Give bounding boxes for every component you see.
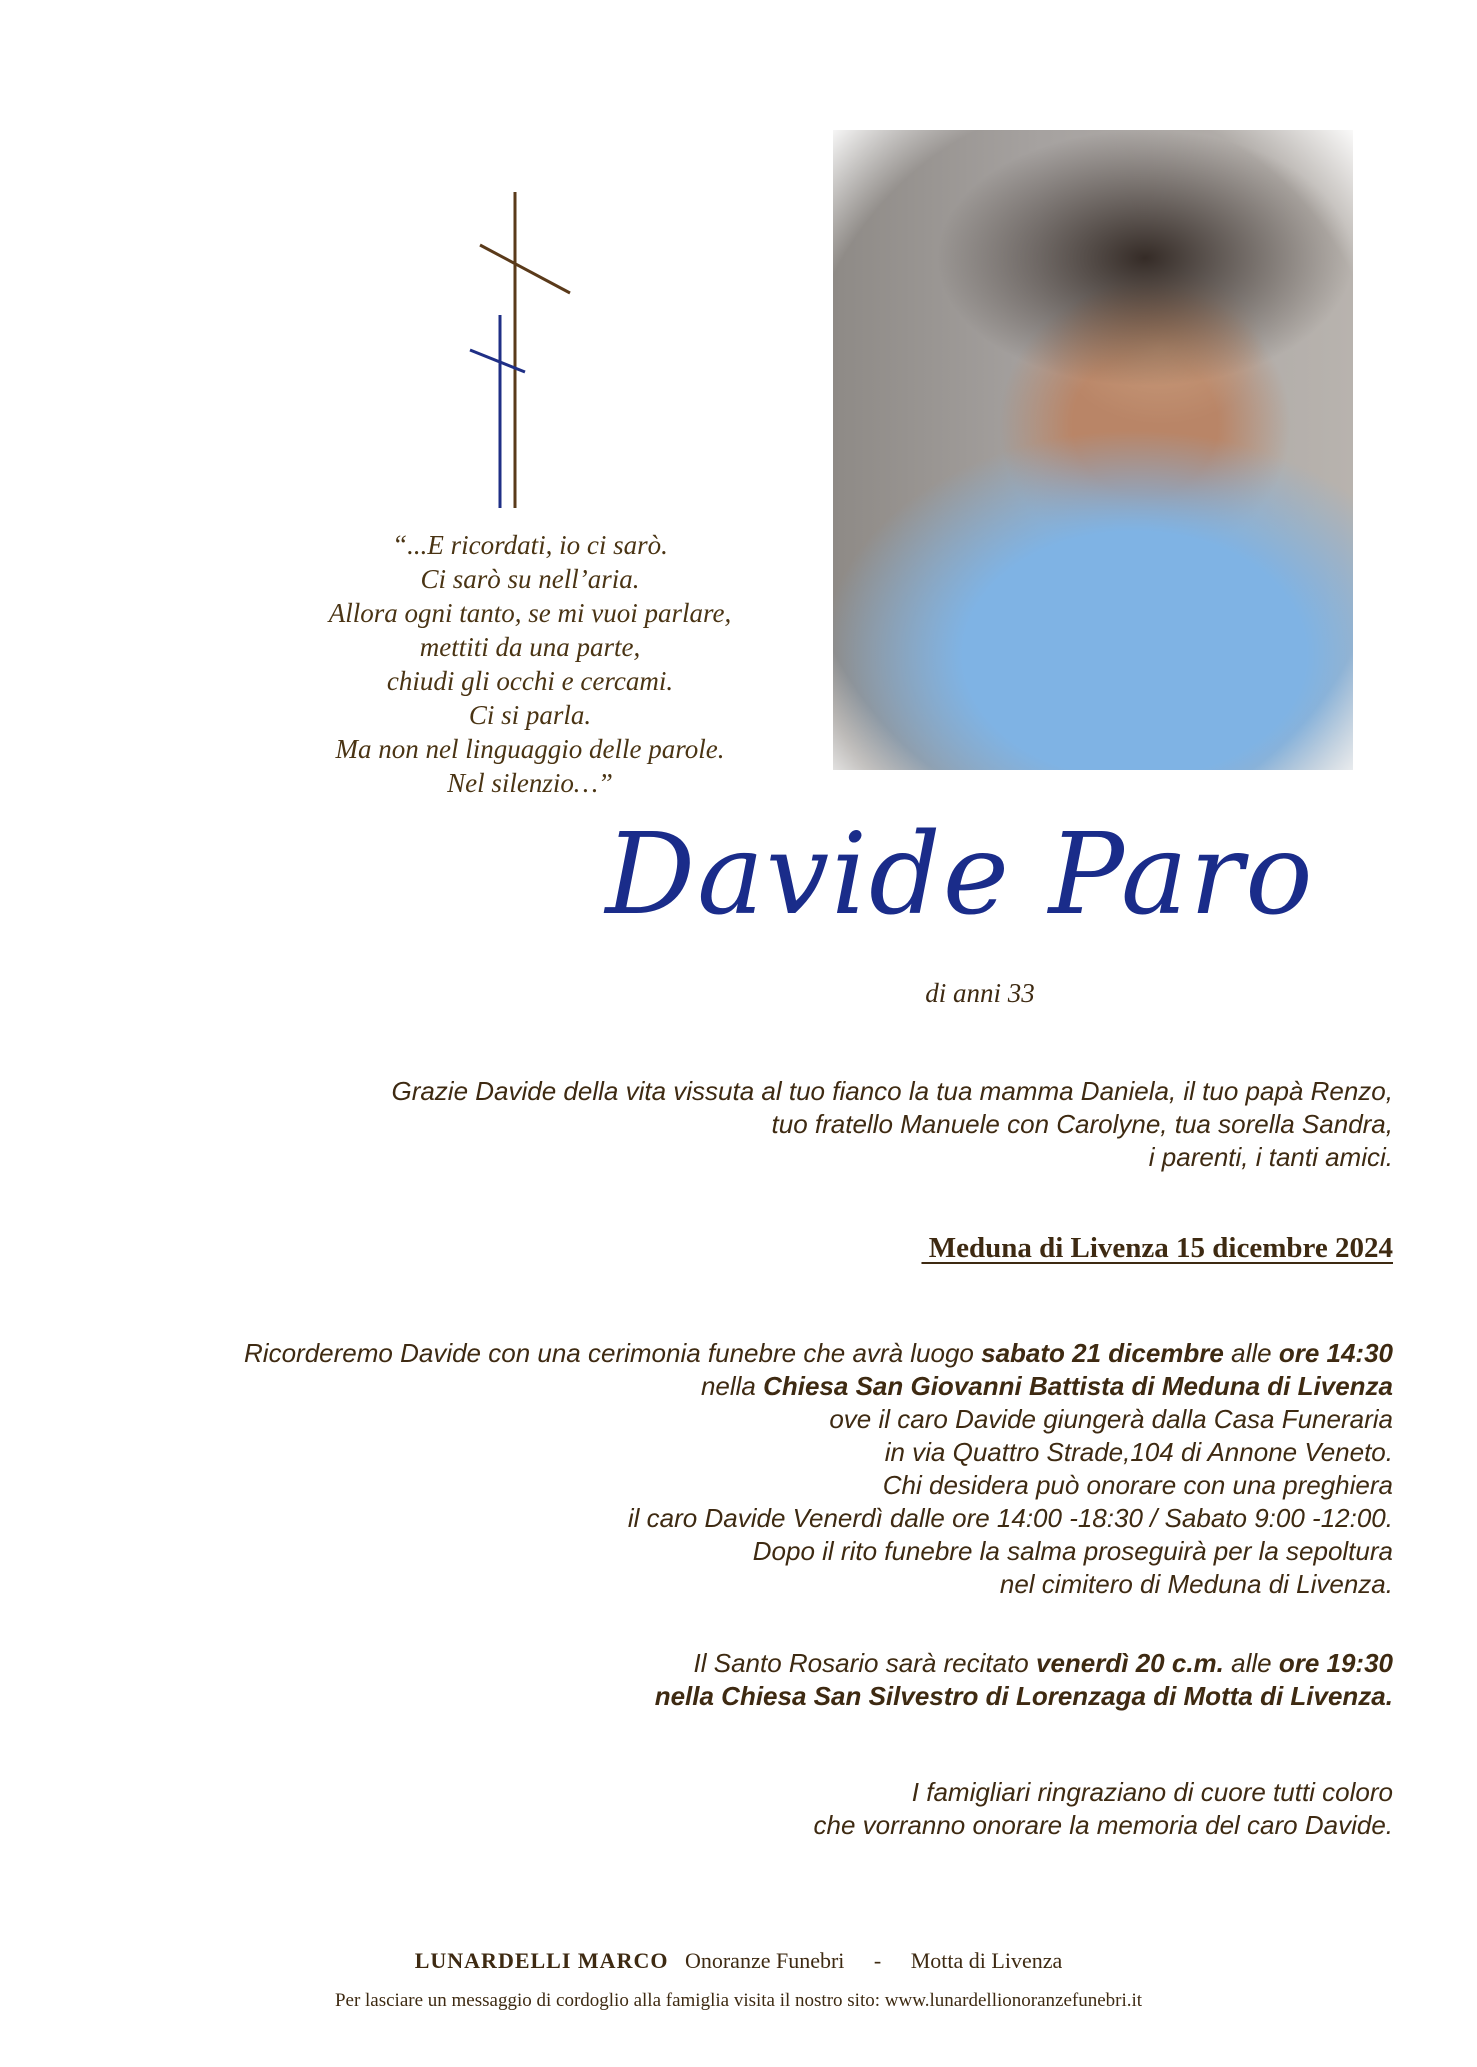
cross-icon — [440, 190, 600, 520]
ceremony-line: ove il caro Davide giungerà dalla Casa Funeraria — [829, 1404, 1393, 1434]
quote-line: chiudi gli occhi e cercami. — [386, 666, 674, 696]
deceased-age: di anni 33 — [925, 978, 1035, 1008]
quote-line: Nel silenzio…” — [447, 768, 613, 798]
firm-town: Motta di Livenza — [910, 1948, 1063, 1973]
quote-line: Ma non nel linguaggio delle parole. — [335, 734, 725, 764]
ceremony-line: nel cimitero di Meduna di Livenza. — [999, 1569, 1393, 1599]
quote-line: Ci si parla. — [468, 700, 592, 730]
ceremony-line: in via Quattro Strade,104 di Annone Veneto. — [884, 1437, 1393, 1467]
firm-name: LUNARDELLI MARCO — [414, 1948, 669, 1973]
rosary-line: Il Santo Rosario sarà recitato venerdì 20 c.m. alle ore 19:30 — [693, 1648, 1393, 1678]
thanks-line: i parenti, i tanti amici. — [1148, 1142, 1393, 1172]
rosary-paragraph — [655, 1647, 1393, 1713]
firm-service: Onoranze Funebri — [684, 1948, 845, 1973]
ceremony-paragraph — [244, 1337, 1393, 1601]
quote-line: Ci sarò su nell’aria. — [420, 564, 640, 594]
place-date: Meduna di Livenza 15 dicembre 2024 — [921, 1232, 1393, 1264]
condolence-message: Per lasciare un messaggio di cordoglio alla famiglia visita il nostro sito: www.lunardellionoranzefunebri.it — [334, 1990, 1143, 2011]
quote-line: Allora ogni tanto, se mi vuoi parlare, — [328, 598, 732, 628]
deceased-name: Davide Paro — [605, 810, 1315, 940]
thanks-paragraph — [391, 1075, 1393, 1174]
rosary-line: nella Chiesa San Silvestro di Lorenzaga di Motta di Livenza. — [654, 1681, 1393, 1711]
thanks-line: Grazie Davide della vita vissuta al tuo fianco la tua mamma Daniela, il tuo papà Renzo, — [391, 1076, 1393, 1106]
closing-paragraph — [813, 1776, 1393, 1842]
funeral-home-footer — [0, 1948, 1477, 1974]
closing-line: che vorranno onorare la memoria del caro Davide. — [813, 1810, 1393, 1840]
quote-line: mettiti da una parte, — [419, 632, 641, 662]
ceremony-line: il caro Davide Venerdì dalle ore 14:00 -18:30 / Sabato 9:00 -12:00. — [627, 1503, 1393, 1533]
footer-separator: - — [873, 1948, 882, 1973]
ceremony-line: Dopo il rito funebre la salma proseguirà per la sepoltura — [752, 1536, 1393, 1566]
ceremony-line: Chi desidera può onorare con una preghiera — [882, 1470, 1393, 1500]
quote-line: “...E ricordati, io ci sarò. — [392, 530, 668, 560]
ceremony-line: Ricorderemo Davide con una cerimonia funebre che avrà luogo sabato 21 dicembre alle ore 14:30 — [244, 1338, 1393, 1368]
thanks-line: tuo fratello Manuele con Carolyne, tua sorella Sandra, — [771, 1109, 1393, 1139]
poem-quote — [230, 528, 830, 800]
closing-line: I famigliari ringraziano di cuore tutti coloro — [911, 1777, 1393, 1807]
ceremony-line: nella Chiesa San Giovanni Battista di Meduna di Livenza — [700, 1371, 1393, 1401]
portrait-photo — [833, 130, 1353, 770]
